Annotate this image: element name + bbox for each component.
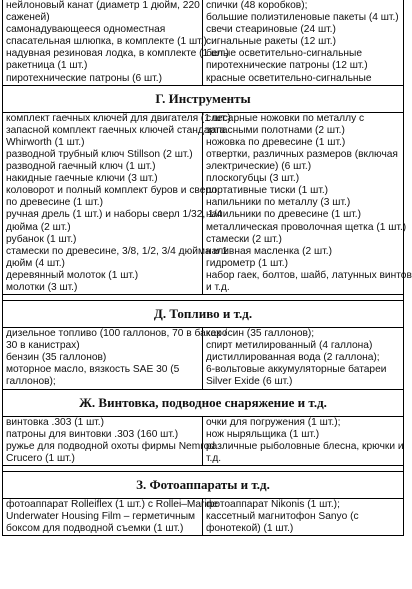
item-text-line: ракетница (1 шт.) <box>6 60 88 72</box>
item-text-line: запасными полотнами (2 шт.) <box>206 124 345 136</box>
table-row <box>3 499 403 536</box>
item-text-line: красные осветительно-сигнальные <box>206 72 372 84</box>
item-text-line: 6-вольтовые аккумуляторные батареи <box>206 364 387 376</box>
item-text-line: т.д. <box>206 452 222 464</box>
right-column <box>203 499 403 535</box>
item-text-line: моторное масло, вязкость SAE 30 (5 <box>6 364 180 376</box>
item-text-line: нейлоновый канат (диаметр 1 дюйм, 220 <box>6 0 200 11</box>
item-text-line: стамески по древесине, 3/8, 1/2, 3/4 дюйма и 1 <box>6 245 228 257</box>
item-text-line: 30 в канистрах) <box>6 340 80 352</box>
item-text-line: свечи стеариновые (24 шт.) <box>206 24 336 36</box>
item-text-line: рубанок (1 шт.) <box>6 233 77 245</box>
item-text-line: Silver Exide (6 шт.) <box>206 376 293 388</box>
item-text-line: саженей) <box>6 12 50 24</box>
item-text-line: фотоаппарат Nikonis (1 шт.); <box>206 498 340 510</box>
item-text-line: накидные гаечные ключи (3 шт.) <box>6 173 158 185</box>
right-column <box>203 0 403 85</box>
item-text-line: отвертки, различных размеров (включая <box>206 148 398 160</box>
item-text-line: ножовка по древесине (1 шт.) <box>206 136 346 148</box>
item-text-line: Whirworth (1 шт.) <box>6 136 85 148</box>
item-text-line: бензин (35 галлонов) <box>6 352 107 364</box>
item-text-line: белые осветительно-сигнальные <box>206 48 363 60</box>
item-text-line: деревянный молоток (1 шт.) <box>6 269 139 281</box>
item-text-line: ручная дрель (1 шт.) и наборы сверл 1/32, 1/4 <box>6 209 223 221</box>
item-text-line: слесарные ножовки по металлу с <box>206 112 365 124</box>
equipment-table <box>2 0 412 536</box>
item-text-line: очки для погружения (1 шт.); <box>206 416 341 428</box>
item-text-line: дюйма (2 шт.) <box>6 221 71 233</box>
table-row <box>3 0 403 86</box>
item-text-line: винтовка .303 (1 шт.) <box>6 416 105 428</box>
item-text-line: ружье для подводной охоты фирмы Nemrod <box>6 440 215 452</box>
item-text-line: большие полиэтиленовые пакеты (4 шт.) <box>206 12 399 24</box>
left-column <box>3 498 219 535</box>
item-text-line: надувная резиновая лодка, в комплекте (1 шт.) <box>6 48 229 60</box>
item-text-line: керосин (35 галлонов); <box>206 328 315 340</box>
right-column <box>203 112 412 294</box>
item-text-line: кассетный магнитофон Sanyo (с <box>206 511 359 522</box>
item-text-line: и т.д. <box>206 281 230 293</box>
table-row <box>3 112 412 295</box>
item-text-line: молотки (3 шт.) <box>6 281 78 293</box>
item-text-line: гидрометр (1 шт.) <box>206 257 288 269</box>
item-text-line: нож ныряльщика (1 шт.) <box>206 428 320 440</box>
item-text-line: фонотекой) (1 шт.) <box>206 523 294 535</box>
item-text-line: спасательная шлюпка, в комплекте (1 шт.) <box>6 36 207 48</box>
item-text-line: плоскогубцы (3 шт.) <box>206 173 300 185</box>
item-text-line: напильники по металлу (3 шт.) <box>206 197 351 209</box>
item-text-line: дистиллированная вода (2 галлона); <box>206 352 380 364</box>
section-heading: Д. Топливо и т.д. <box>3 301 403 328</box>
item-text-line: дизельное топливо (100 галлонов, 70 в баках / <box>6 328 227 340</box>
table-row <box>3 328 403 389</box>
item-text-line: напильники по древесине (1 шт.) <box>206 209 362 221</box>
section-heading: Ж. Винтовка, подводное снаряжение и т.д. <box>3 390 403 417</box>
item-text-line: спички (48 коробков); <box>206 0 308 11</box>
item-text-line: различные рыболовные блесна, крючки и <box>206 440 404 452</box>
item-text-line: электрические) (6 шт.) <box>206 161 312 173</box>
section-heading: З. Фотоаппараты и т.д. <box>3 472 403 499</box>
item-text-line: разводной трубный ключ Stillson (2 шт.) <box>6 148 193 160</box>
item-text-line: Crucero (1 шт.) <box>6 452 75 464</box>
item-text-line: самонадувающееся одноместная <box>6 24 166 36</box>
item-text-line: по древесине (1 шт.) <box>6 197 103 209</box>
item-text-line: разводной гаечный ключ (1 шт.) <box>6 161 156 173</box>
item-text-line: металлическая проволочная щетка (1 шт.) <box>206 221 407 233</box>
item-text-line: патроны для винтовки .303 (160 шт.) <box>6 428 179 440</box>
item-text-line: коловорот и полный комплект буров и сверл <box>6 185 217 197</box>
left-column <box>3 328 227 388</box>
item-text-line: набор гаек, болтов, шайб, латунных винтов <box>206 269 412 281</box>
item-text-line: пиротехнические патроны (6 шт.) <box>6 72 162 84</box>
item-text-line: портативные тиски (1 шт.) <box>206 185 329 197</box>
item-text-line: фотоаппарат Rolleiflex (1 шт.) с Rollei–Marine <box>6 498 219 510</box>
item-text-line: боксом для подводной съемки (1 шт.) <box>6 523 184 535</box>
item-text-line: сигнальные ракеты (12 шт.) <box>206 36 337 48</box>
item-text-line: пиротехнические патроны (12 шт.) <box>206 60 368 72</box>
item-text-line: комплект гаечных ключей для двигателя (1 шт.) <box>6 112 231 124</box>
right-column <box>203 417 403 465</box>
table-row <box>3 417 403 466</box>
item-text-line: наливная масленка (2 шт.) <box>206 245 332 257</box>
section-heading: Г. Инструменты <box>3 86 403 113</box>
item-text-line: дюйм (4 шт.) <box>6 257 65 269</box>
item-text-line: Underwater Housing Film – герметичным <box>6 511 196 522</box>
item-text-line: спирт метилированный (4 галлона) <box>206 340 373 352</box>
item-text-line: галлонов); <box>6 376 56 388</box>
item-text-line: стамески (2 шт.) <box>206 233 282 245</box>
item-text-line: запасной комплект гаечных ключей стандарта <box>6 124 226 136</box>
left-column <box>3 0 229 85</box>
right-column <box>203 328 403 388</box>
